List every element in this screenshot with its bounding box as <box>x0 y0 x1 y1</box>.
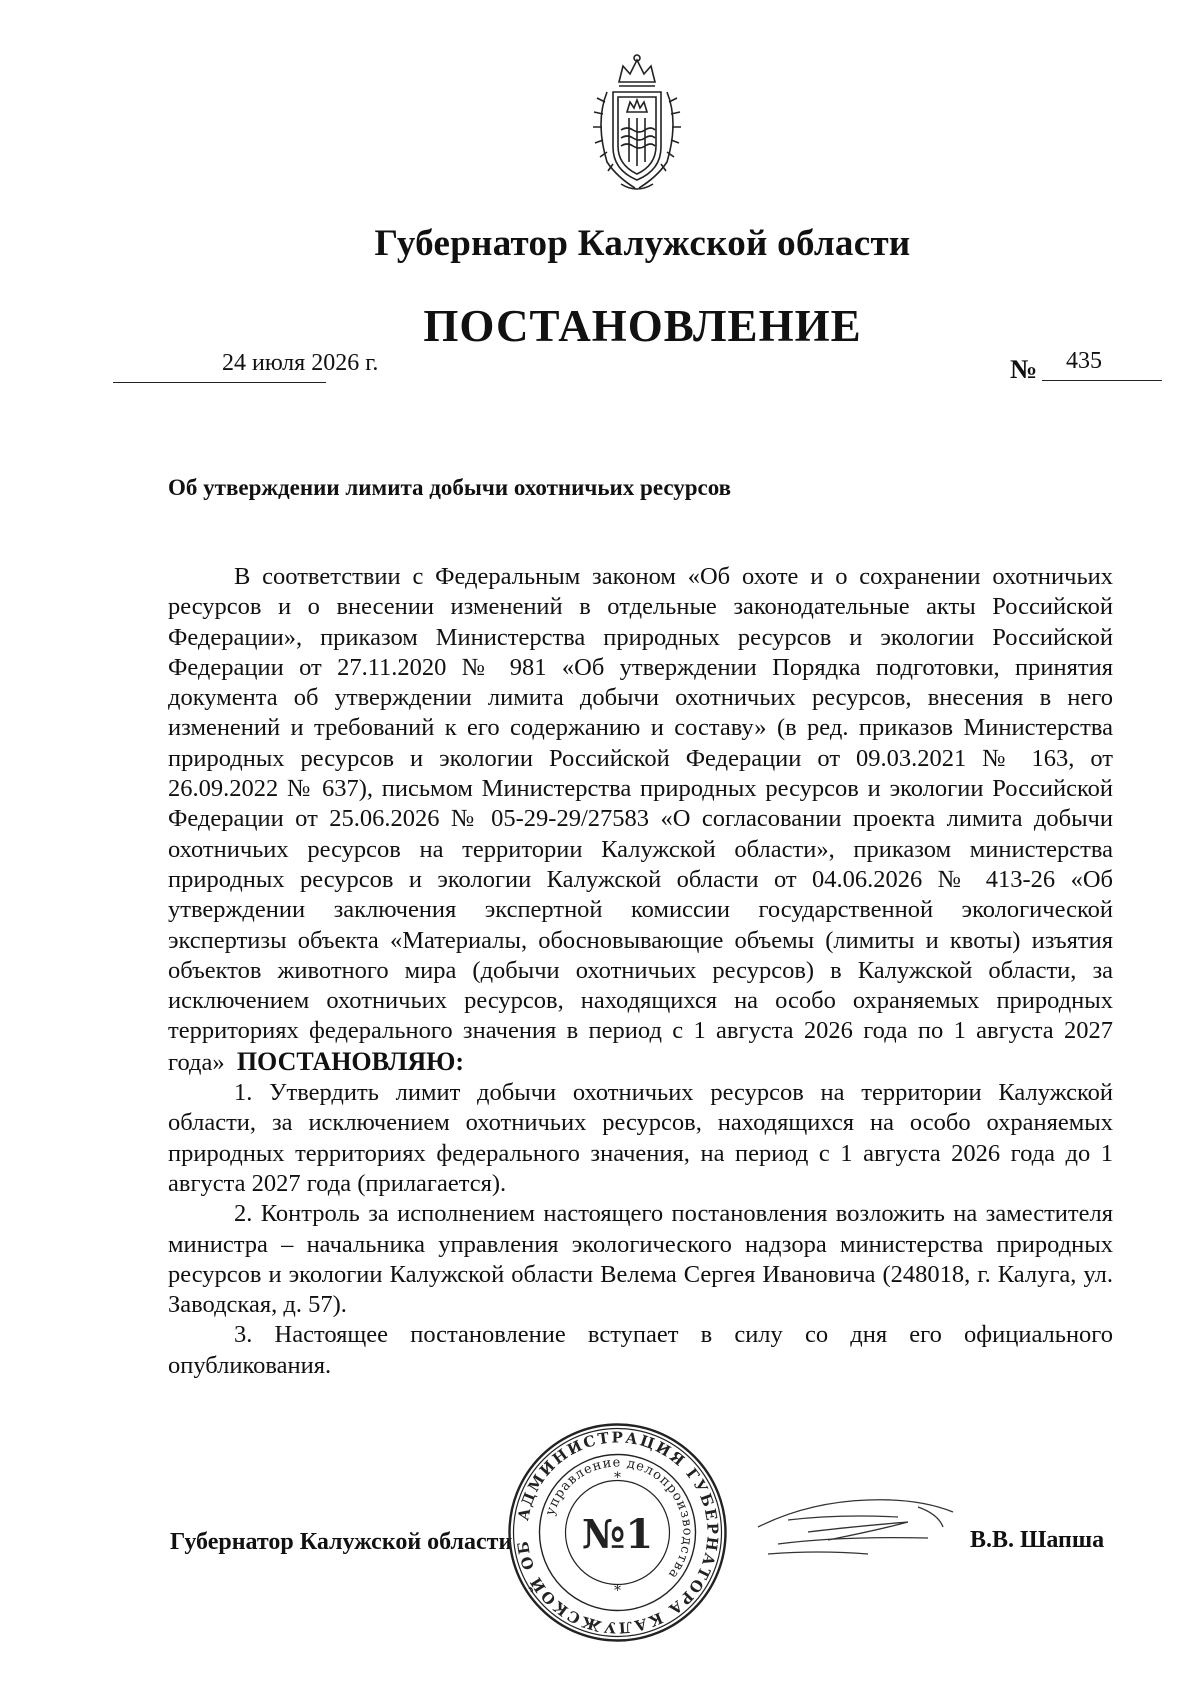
preamble-paragraph <box>168 562 1113 1078</box>
document-type: ПОСТАНОВЛЕНИЕ <box>423 301 862 351</box>
stamp-star-icon: * <box>614 1583 621 1599</box>
number-underline <box>1042 380 1162 381</box>
stamp-inner-text: управление делопроизводства <box>542 1455 695 1583</box>
document-title: Об утверждении лимита добычи охотничьих ресурсов <box>168 475 732 500</box>
stamp-outer-text: АДМИНИСТРАЦИЯ ГУБЕРНАТОРА КАЛУЖСКОЙ ОБ <box>513 1428 722 1637</box>
item-3: 3. Настоящее постановление вступает в силу со дня его официального опубликования. <box>168 1321 1113 1379</box>
signatory-position: Губернатор Калужской области <box>170 1529 513 1555</box>
document-body <box>168 562 1113 1381</box>
date-underline <box>113 382 326 383</box>
stamp-center-number: №1 <box>581 1511 654 1558</box>
handwritten-signature <box>748 1472 958 1572</box>
item-2: 2. Контроль за исполнением настоящего постановления возложить на заместителя министра – начальника управления экологического надзора министерства природных ресурсов и экологии Калужской области Велема Сергея Ивановича (248018, г. Калуга, ул. Заводская, д. 57). <box>168 1200 1113 1319</box>
decree-word: ПОСТАНОВЛЯЮ: <box>236 1046 465 1076</box>
document-number: 435 <box>1066 348 1102 374</box>
document-date: 24 июля 2026 г. <box>222 350 379 376</box>
official-stamp <box>505 1420 730 1645</box>
issuing-authority: Губернатор Калужской области <box>374 223 911 264</box>
coat-of-arms-icon <box>577 52 697 197</box>
preamble-text: В соответствии с Федеральным законом «Об охоте и о сохранении охотничьих ресурсов и о внесении изменений в отдельные законодательные акты Российской Федерации», приказом Министерства природных ресурсов и экологии Российской Федерации от 27.11.2020 № 981 «Об утверждении Порядка подготовки, принятия документа об утверждении лимита добычи охотничьих ресурсов, внесения в него изменений и требований к его содержанию и составу» (в ред. приказов Министерства природных ресурсов и экологии Российской Федерации от 09.03.2021 № 163, от 26.09.2022 № 637), письмом Министерства природных ресурсов и экологии Российской Федерации от 25.06.2026 № 05-29-29/27583 «О согласовании проекта лимита добычи охотничьих ресурсов на территории Калужской области», приказом министерства природных ресурсов и экологии Калужской области от 04.06.2026 № 413-26 «Об утверждении заключения экспертной комиссии государственной экологической экспертизы объекта «Материалы, обосновывающие объемы (лимиты и квоты) изъятия объектов животного мира (добычи охотничьих ресурсов) в Калужской области, за исключением охотничьих ресурсов, находящихся на особо охраняемых природных территориях федерального значения в период с 1 августа 2026 года по 1 августа 2027 года» <box>168 563 1113 1076</box>
signatory-name: В.В. Шапша <box>970 1527 1105 1553</box>
number-label: № <box>1010 354 1038 384</box>
stamp-star-icon-top: * <box>614 1470 621 1486</box>
item-1: 1. Утвердить лимит добычи охотничьих ресурсов на территории Калужской области, за исключением охотничьих ресурсов, находящихся на особо охраняемых природных территориях федерального значения, на период с 1 августа 2026 года до 1 августа 2027 года (прилагается). <box>168 1079 1113 1197</box>
